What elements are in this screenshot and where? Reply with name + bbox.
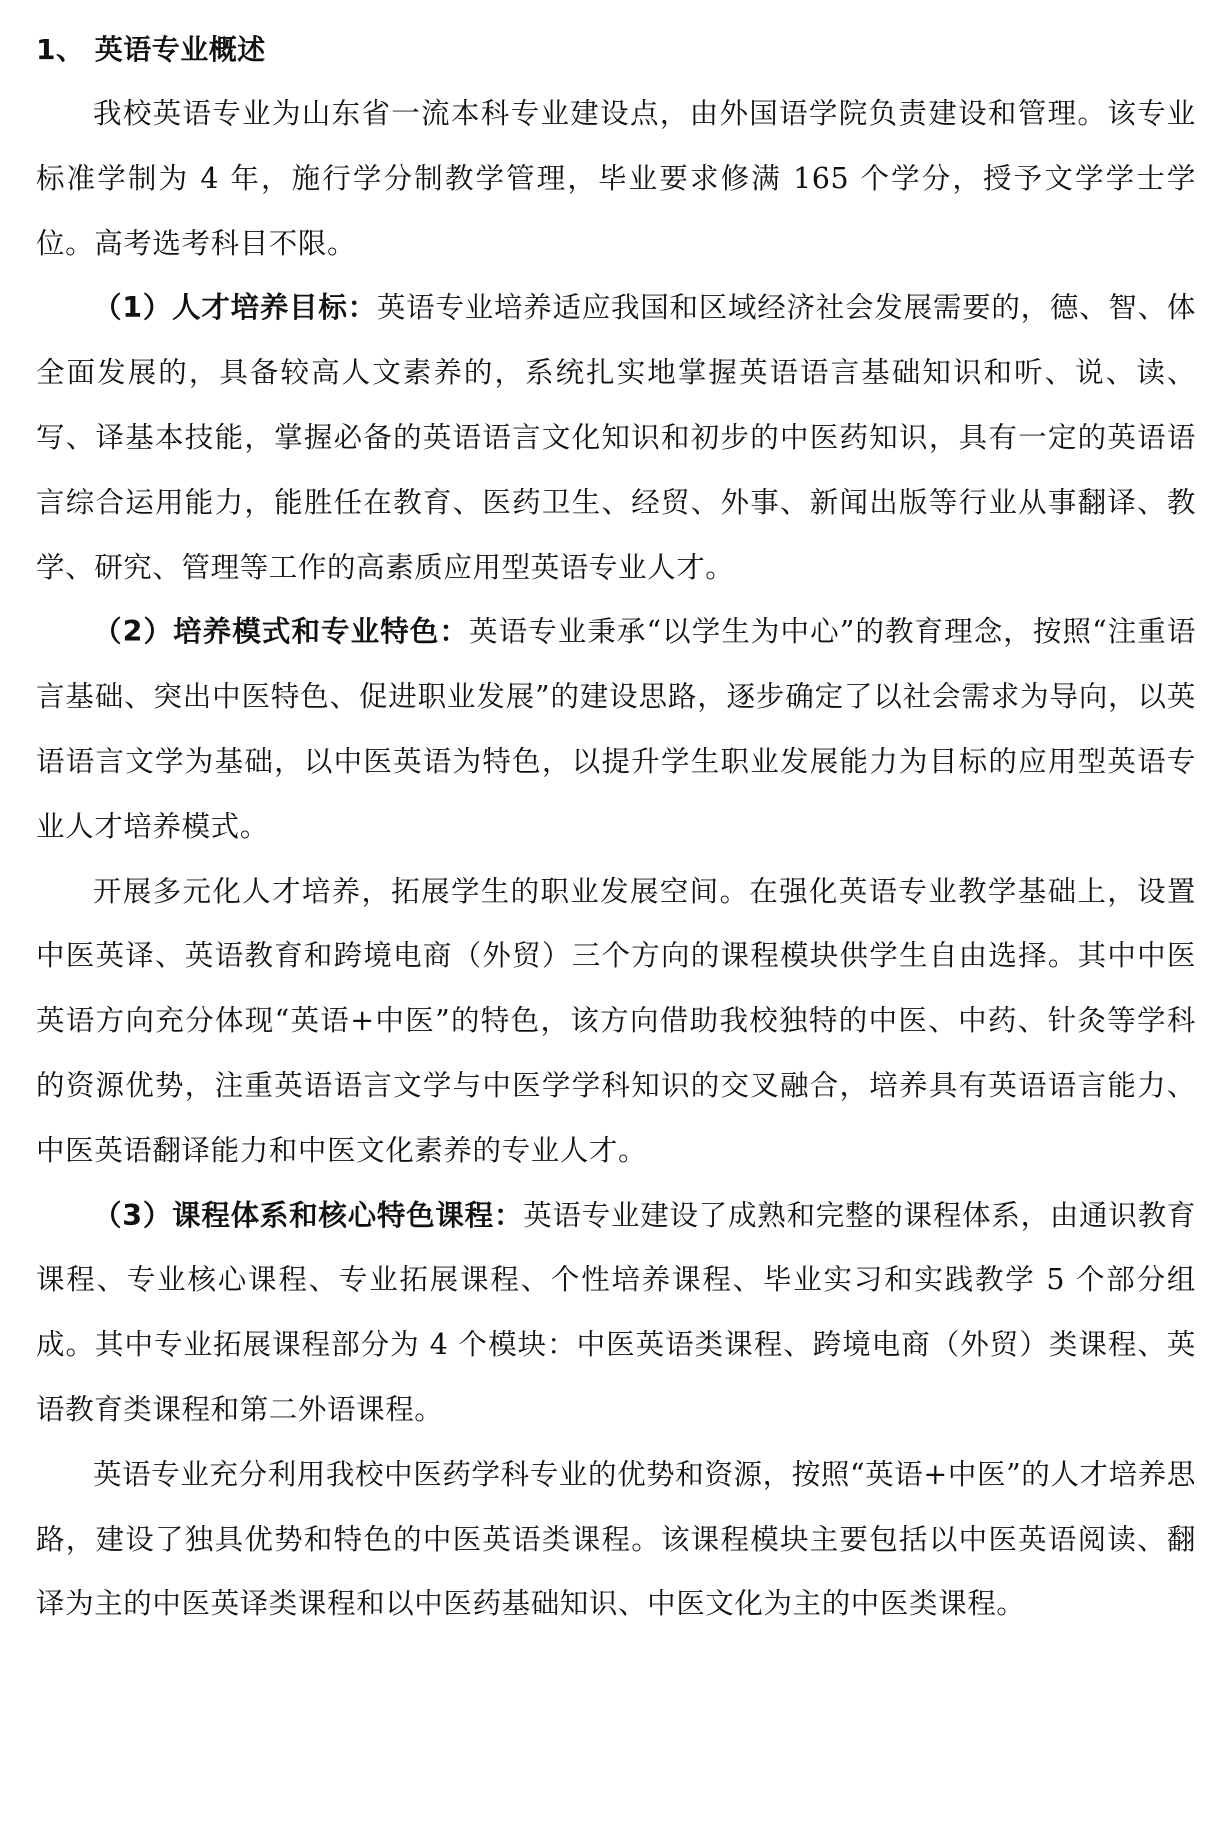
paragraph-course-system [36, 1184, 1196, 1443]
paragraph-intro: 我校英语专业为山东省一流本科专业建设点，由外国语学院负责建设和管理。该专业标准学制为 4 年，施行学分制教学管理，毕业要求修满 165 个学分，授予文学学士学位。高考选考科目不限。 [36, 97, 1196, 260]
document-page [36, 18, 1196, 1637]
training-goal-text: 英语专业培养适应我国和区域经济社会发展需要的，德、智、体全面发展的，具备较高人文素养的，系统扎实地掌握英语语言基础知识和听、说、读、写、译基本技能，掌握必备的英语语言文化知识和初步的中医药知识，具有一定的英语语言综合运用能力，能胜任在教育、医药卫生、经贸、外事、新闻出版等行业从事翻译、教学、研究、管理等工作的高素质应用型英语专业人才。 [36, 291, 1196, 584]
paragraph-training-goal [36, 276, 1196, 600]
paragraph-diversified-training: 开展多元化人才培养，拓展学生的职业发展空间。在强化英语专业教学基础上，设置中医英译、英语教育和跨境电商（外贸）三个方向的课程模块供学生自由选择。其中中医英语方向充分体现“英语+中医”的特色，该方向借助我校独特的中医、中药、针灸等学科的资源优势，注重英语语言文学与中医学学科知识的交叉融合，培养具有英语语言能力、中医英语翻译能力和中医文化素养的专业人才。 [36, 874, 1196, 1167]
course-system-text: 英语专业建设了成熟和完整的课程体系，由通识教育课程、专业核心课程、专业拓展课程、个性培养课程、毕业实习和实践教学 5 个部分组成。其中专业拓展课程部分为 4 个模块：中医英语类课程、跨境电商（外贸）类课程、英语教育类课程和第二外语课程。 [36, 1198, 1196, 1426]
training-goal-label: （1）人才培养目标： [93, 291, 377, 325]
section-heading: 1、 英语专业概述 [36, 33, 266, 66]
training-mode-text: 英语专业秉承“以学生为中心”的教育理念，按照“注重语言基础、突出中医特色、促进职业发展”的建设思路，逐步确定了以社会需求为导向，以英语语言文学为基础，以中医英语为特色，以提升学生职业发展能力为目标的应用型英语专业人才培养模式。 [36, 615, 1196, 843]
paragraph-training-mode [36, 600, 1196, 859]
paragraph-tcm-courses: 英语专业充分利用我校中医药学科专业的优势和资源，按照“英语+中医”的人才培养思路，建设了独具优势和特色的中医英语类课程。该课程模块主要包括以中医英语阅读、翻译为主的中医英译类课程和以中医药基础知识、中医文化为主的中医类课程。 [36, 1457, 1196, 1621]
training-mode-label: （2）培养模式和专业特色： [93, 615, 469, 649]
course-system-label: （3）课程体系和核心特色课程： [93, 1198, 524, 1232]
